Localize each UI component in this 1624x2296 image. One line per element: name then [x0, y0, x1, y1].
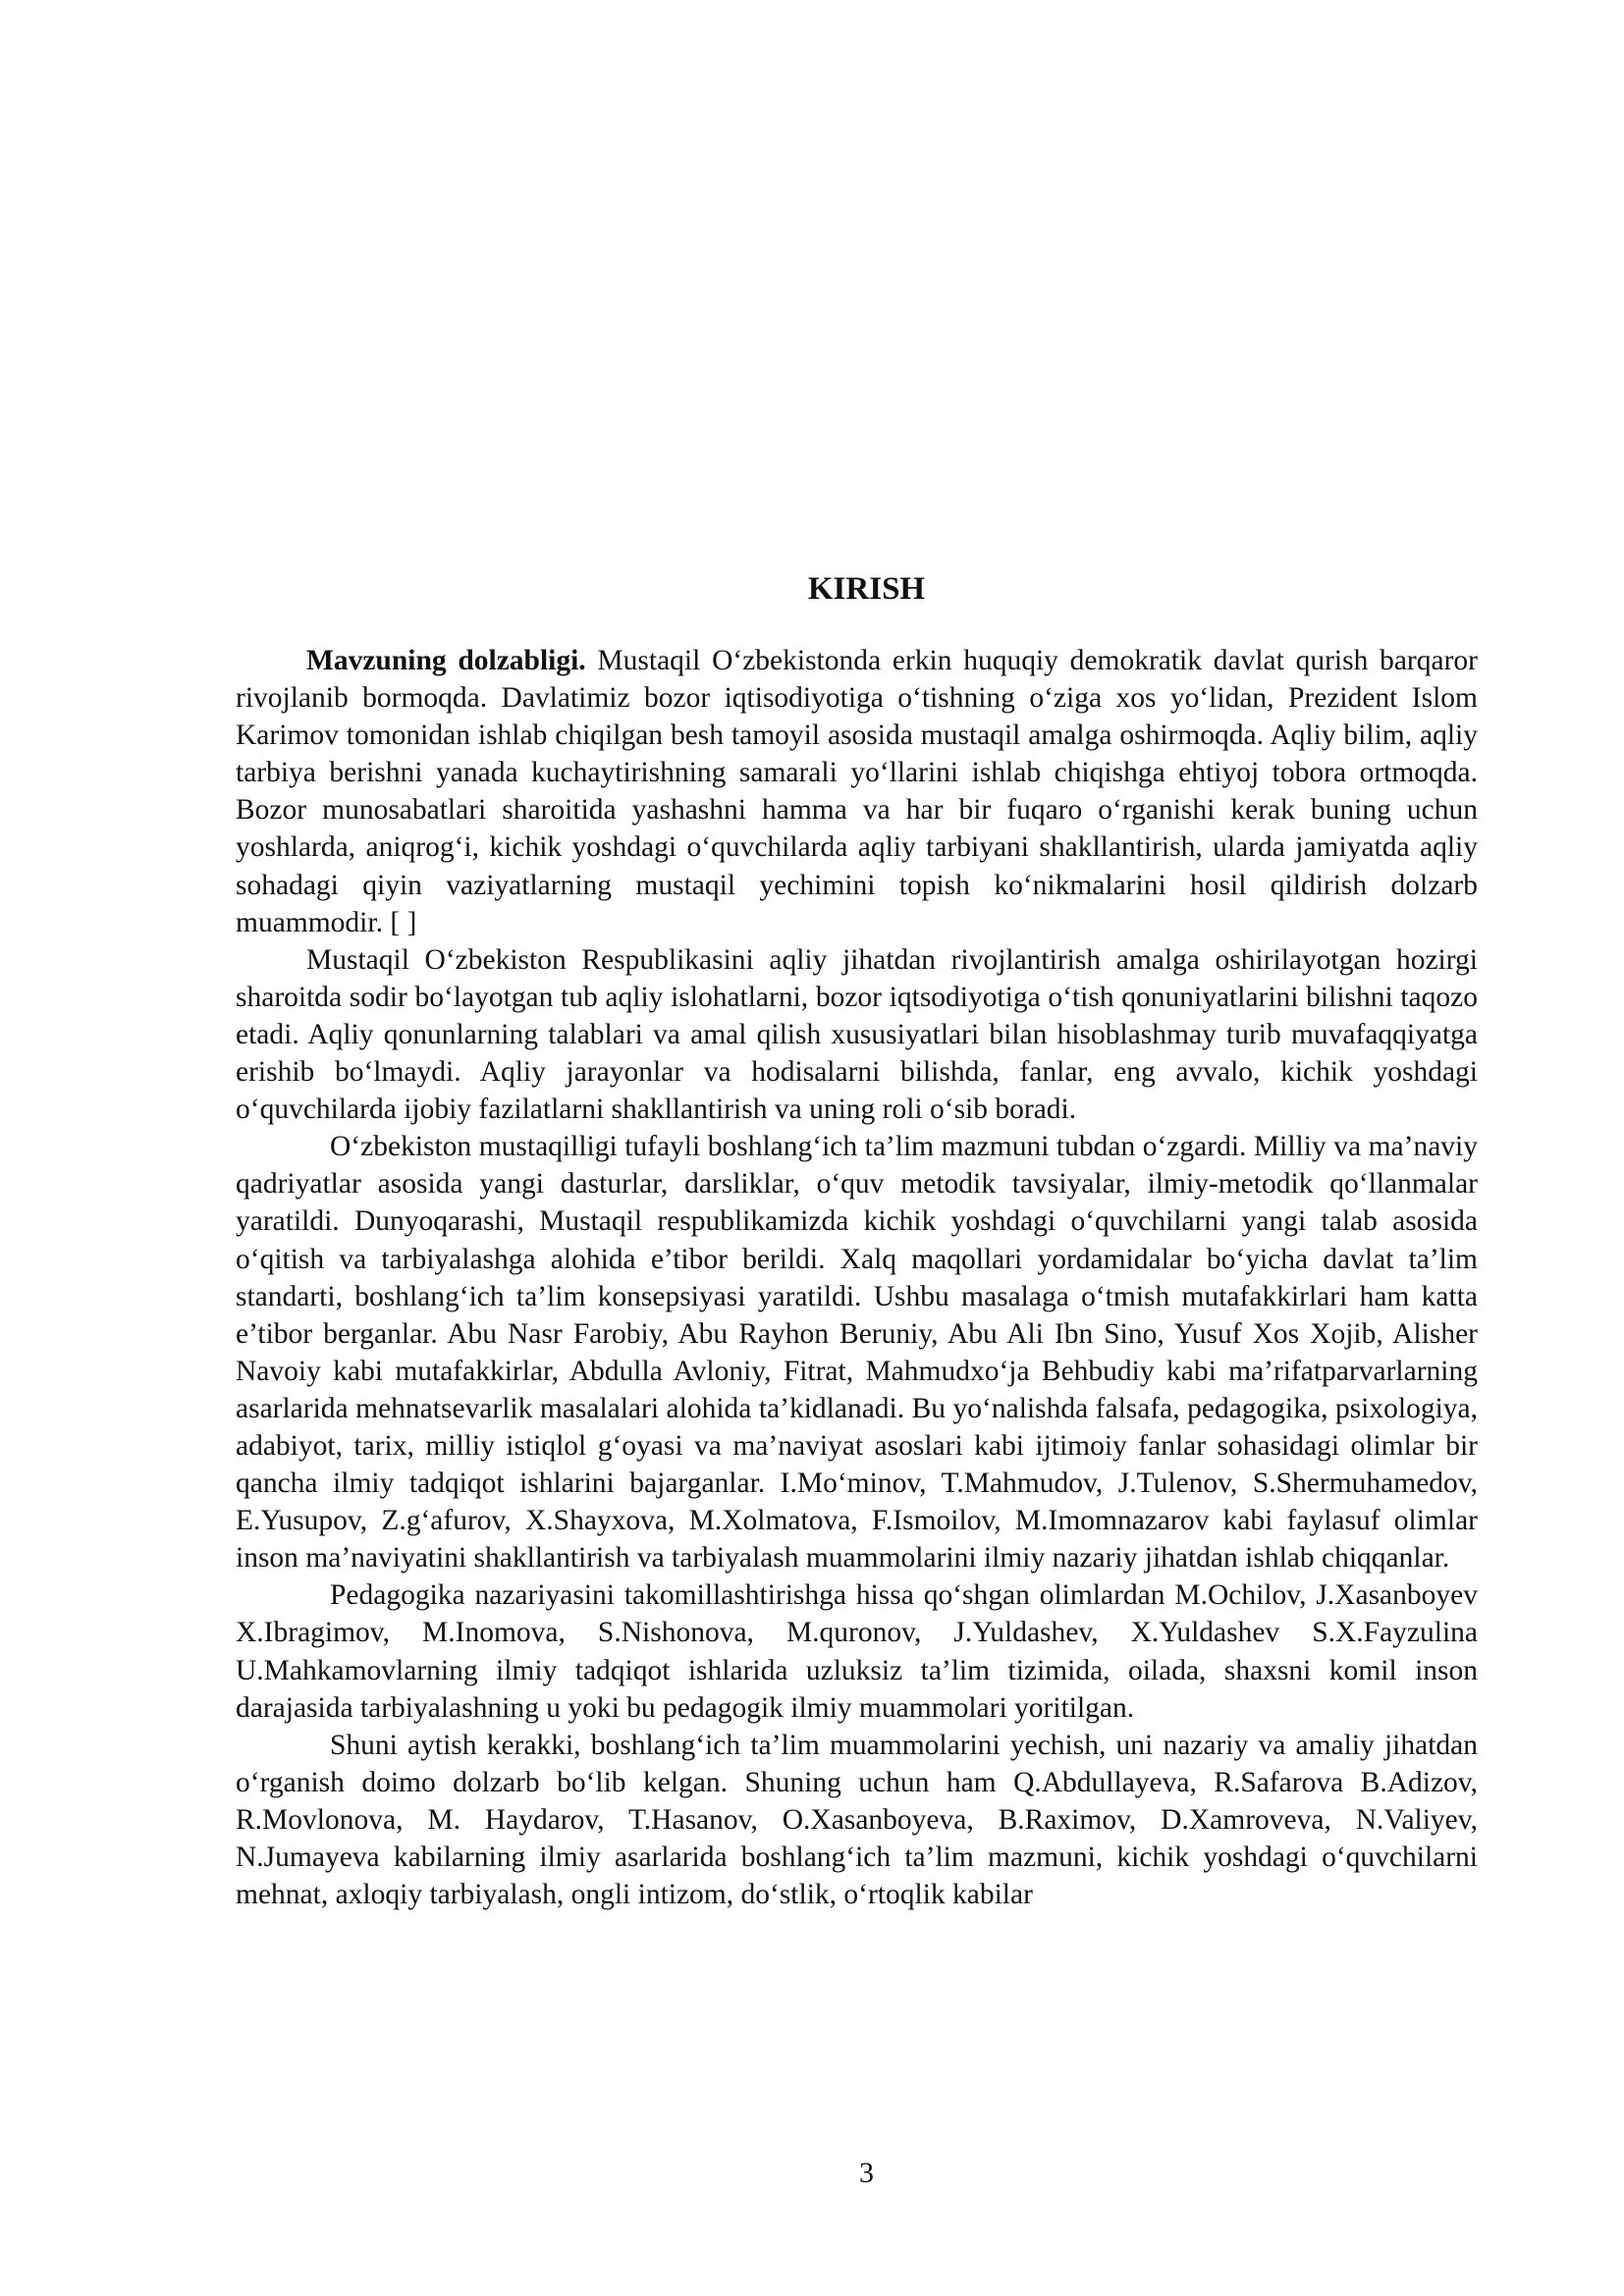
paragraph-republic: Mustaqil O‘zbekiston Respublikasini aqliy jihatdan rivojlantirish amalga oshirilayotgan hozirgi sharoitda sodir bo‘layotgan tub aqliy islohatlarni, bozor iqtsodiyotiga o‘tish qonuniyatlarini bilishni taqozo etadi. Aqliy qonunlarning talablari va amal qilish xususiyatlari bilan hisoblashmay turib muvafaqqiyatga erishib bo‘lmaydi. Aqliy jarayonlar va hodisalarni bilishda, fanlar, eng avvalo, kichik yoshdagi o‘quvchilarda ijobiy fazilatlarni shakllantirish va uning roli o‘sib boradi. [236, 943, 1478, 1126]
body-text [236, 642, 1478, 1913]
paragraph-pedagogy: Pedagogika nazariyasini takomillashtirishga hissa qo‘shgan olimlardan M.Ochilov, J.Xasanboyev X.Ibragimov, M.Inomova, S.Nishonova, M.quronov, J.Yuldashev, X.Yuldashev S.X.Fayzulina U.Mahkamovlarning ilmiy tadqiqot ishlarida uzluksiz ta’lim tizimida, oilada, shaxsni komil inson darajasida tarbiyalashning u yoki bu pedagogik ilmiy muammolari yoritilgan. [236, 1579, 1478, 1724]
section-heading: KIRISH [807, 571, 926, 607]
paragraph-lead-title: Mavzuning dolzabligi. [306, 645, 586, 676]
paragraph-primary-education: Shuni aytish kerakki, boshlang‘ich ta’lim muammolarini yechish, uni nazariy va amaliy jihatdan o‘rganish doimo dolzarb bo‘lib kelgan. Shuning uchun ham Q.Abdullayeva, R.Safarova B.Adizov, R.Movlonova, M. Haydarov, T.Hasanov, O.Xasanboyeva, B.Raximov, D.Xamroveva, N.Valiyev, N.Jumayeva kabilarning ilmiy asarlarida boshlang‘ich ta’lim mazmuni, kichik yoshdagi o‘quvchilarni mehnat, axloqiy tarbiyalash, ongli intizom, do‘stlik, o‘rtoqlik kabilar [236, 1729, 1478, 1911]
paragraph-text: Mustaqil O‘zbekistonda erkin huquqiy demokratik davlat qurish barqaror rivojlanib bormoqda. Davlatimiz bozor iqtisodiyotiga o‘tishning o‘ziga xos yo‘lidan, Prezident Islom Karimov tomonidan ishlab chiqilgan besh tamoyil asosida mustaqil amalga oshirmoqda. Aqliy bilim, aqliy tarbiya berishni yanada kuchaytirishning samarali yo‘llarini ishlab chiqishga ehtiyoj tobora ortmoqda. Bozor munosabatlari sharoitida yashashni hamma va har bir fuqaro o‘rganishi kerak buning uchun yoshlarda, aniqrog‘i, kichik yoshdagi o‘quvchilarda aqliy tarbiyani shakllantirish, ularda jamiyatda aqliy sohadagi qiyin vaziyatlarning mustaqil yechimini topish ko‘nikmalarini hosil qildirish dolzarb muammodir. [ ] [236, 645, 1478, 938]
paragraph-independence: O‘zbekiston mustaqilligi tufayli boshlang‘ich ta’lim mazmuni tubdan o‘zgardi. Milliy va ma’naviy qadriyatlar asosida yangi dasturlar, darsliklar, o‘quv metodik tavsiyalar, ilmiy-metodik qo‘llanmalar yaratildi. Dunyoqarashi, Mustaqil respublikamizda kichik yoshdagi o‘quvchilarni yangi talab asosida o‘qitish va tarbiyalashga alohida e’tibor berildi. Xalq maqollari yordamidalar bo‘yicha davlat ta’lim standarti, boshlang‘ich ta’lim konsepsiyasi yaratildi. Ushbu masalaga o‘tmish mutafakkirlari ham katta e’tibor berganlar. Abu Nasr Farobiy, Abu Rayhon Beruniy, Abu Ali Ibn Sino, Yusuf Xos Xojib, Alisher Navoiy kabi mutafakkirlar, Abdulla Avloniy, Fitrat, Mahmudxo‘ja Behbudiy kabi ma’rifatparvarlarning asarlarida mehnatsevarlik masalalari alohida ta’kidlanadi. Bu yo‘nalishda falsafa, pedagogika, psixologiya, adabiyot, tarix, milliy istiqlol g‘oyasi va ma’naviyat asoslari kabi ijtimoiy fanlar sohasidagi olimlar bir qancha ilmiy tadqiqot ishlarini bajarganlar. I.Mo‘minov, T.Mahmudov, J.Tulenov, S.Shermuhamedov, E.Yusupov, Z.g‘afurov, X.Shayxova, M.Xolmatova, F.Ismoilov, M.Imomnazarov kabi faylasuf olimlar inson ma’naviyatini shakllantirish va tarbiyalash muammolarini ilmiy nazariy jihatdan ishlab chiqqanlar. [236, 1131, 1478, 1575]
page-number: 3 [859, 2157, 874, 2189]
paragraph-relevance [236, 642, 1478, 941]
